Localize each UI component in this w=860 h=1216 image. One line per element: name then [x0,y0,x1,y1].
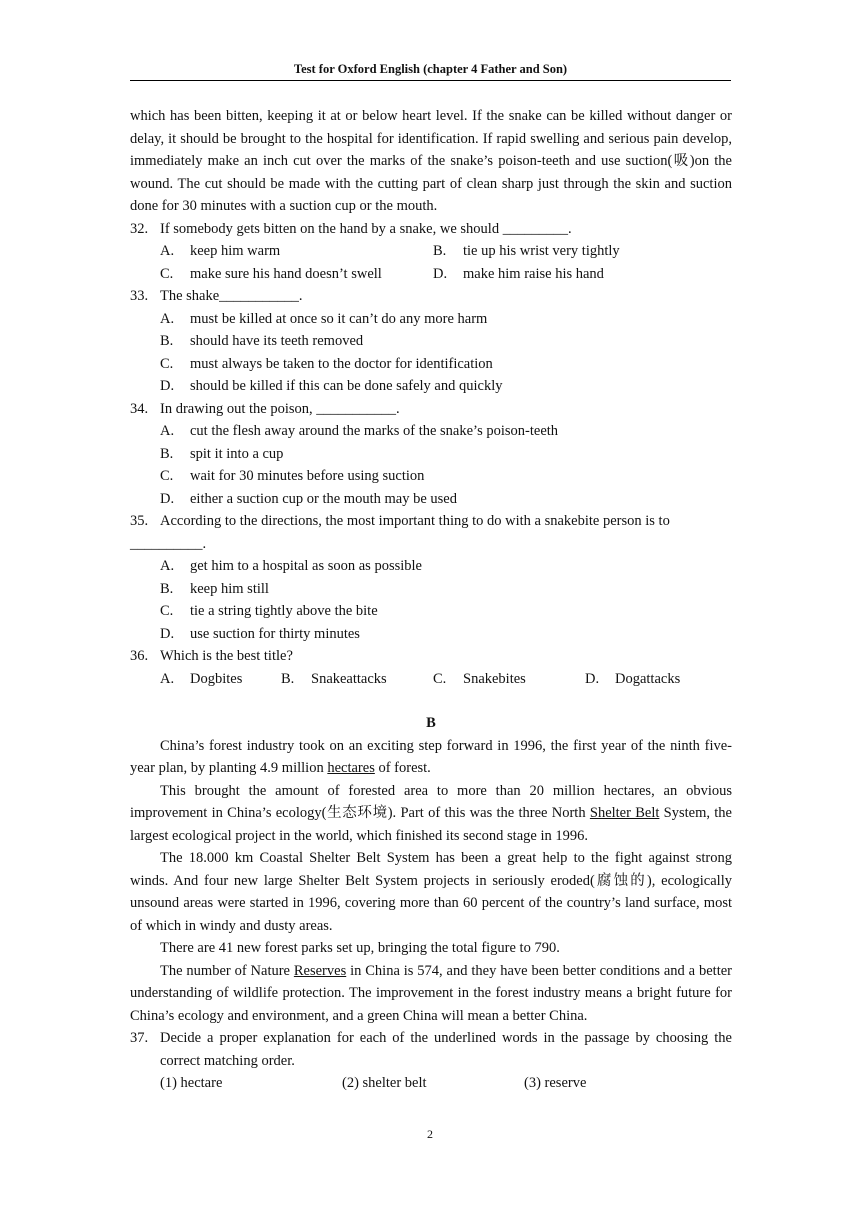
option-letter: C. [433,670,447,687]
option-letter: B. [160,333,174,349]
option-d [160,488,732,511]
option-b [433,240,732,263]
option-a [160,555,732,578]
option-c [160,263,433,286]
option-a [160,240,433,263]
option-text: should be killed if this can be done safely and quickly [190,378,503,394]
question-text: Decide a proper explanation for each of the underlined words in the passage by choosing the correct matching order. [160,1030,732,1069]
option-b [281,668,433,691]
question-37 [130,1027,732,1072]
question-34 [130,398,732,421]
option-text: Dogbites [190,670,243,687]
option-c [160,353,732,376]
option-text: tie up his wrist very tightly [463,243,620,259]
option-b [160,330,732,353]
question-35-options [130,555,732,645]
option-letter: D. [160,378,175,394]
option-letter: B. [160,580,174,597]
question-36 [130,645,732,668]
option-letter: C. [160,355,174,372]
option-letter: D. [433,265,448,282]
match-item: (3) reserve [524,1075,587,1091]
underlined-word: Reserves [293,962,347,979]
option-text: wait for 30 minutes before using suction [190,468,425,484]
option-d [160,623,732,646]
option-text: must be killed at once so it can’t do any more harm [190,310,488,327]
option-letter: D. [585,670,600,687]
option-letter: A. [160,670,175,687]
option-text: either a suction cup or the mouth may be used [190,490,457,507]
option-text: Snakeattacks [311,670,387,687]
question-number: 36. [130,648,149,664]
option-d [433,263,732,286]
option-text: keep him warm [190,243,281,259]
passage-b-paragraph-5: The number of Nature Reserves in China is 574, and they have been better conditions and a better understanding of wildlife protection. The improvement in the forest industry means a bright future for China’s ecology and environment, and a green China will mean a better China. [130,962,732,1024]
option-letter: C. [160,265,174,282]
option-letter: A. [160,423,175,439]
match-item: (1) hectare [160,1075,223,1091]
page-number: 2 [427,1127,433,1141]
passage-b-paragraph-1: China’s forest industry took on an exciting step forward in 1996, the first year of the ninth five-year plan, by planting 4.9 million hectares of forest. [130,737,732,776]
option-letter: A. [160,243,175,259]
question-37-items [130,1072,732,1095]
option-a [160,420,732,443]
document-body [130,105,732,1095]
question-text: In drawing out the poison, ___________. [160,400,400,417]
option-letter: C. [160,603,174,619]
option-text: get him to a hospital as soon as possible [190,558,422,574]
option-text: use suction for thirty minutes [190,625,360,642]
question-text: According to the directions, the most important thing to do with a snakebite person is to [160,513,670,529]
option-letter: C. [160,468,174,484]
option-a [160,668,281,691]
option-b [160,443,732,466]
question-number: 35. [130,513,149,529]
option-text: must always be taken to the doctor for identification [190,355,493,372]
option-letter: B. [281,670,295,687]
match-item: (2) shelter belt [342,1075,427,1091]
question-number: 34. [130,400,149,417]
question-33-options [130,308,732,398]
option-d [585,668,732,691]
option-c [433,668,585,691]
option-c [160,465,732,488]
option-text: spit it into a cup [190,445,284,462]
passage-a-continuation: which has been bitten, keeping it at or below heart level. If the snake can be killed without danger or delay, it should be brought to the hospital for identification. If rapid swelling and serious pain develop, immediately make an inch cut over the marks of the snake’s poison-teeth and use suction(吸)on the wound. The cut should be made with the cutting part of clean sharp just through the skin and suction done for 30 minutes with a suction cup or the mouth. [130,108,732,214]
option-letter: A. [160,558,175,574]
question-35 [130,510,732,533]
underlined-word: hectares [327,760,375,776]
question-number: 33. [130,288,149,304]
question-36-options [130,668,732,691]
option-letter: B. [433,243,447,259]
option-text: should have its teeth removed [190,333,364,349]
question-32 [130,218,732,241]
question-text: If somebody gets bitten on the hand by a snake, we should _________. [160,220,572,237]
underlined-word: Shelter Belt [589,805,660,821]
question-33 [130,285,732,308]
question-number: 32. [130,220,149,237]
question-number: 37. [130,1030,149,1046]
option-text: cut the flesh away around the marks of the snake’s poison-teeth [190,423,559,439]
option-letter: A. [160,310,175,327]
passage-b-paragraph-4: There are 41 new forest parks set up, bringing the total figure to 790. [160,940,560,956]
option-text: keep him still [190,580,269,597]
question-34-options [130,420,732,510]
option-c [160,600,732,623]
option-b [160,578,732,601]
option-text: make him raise his hand [463,265,604,282]
question-35-blank: __________. [130,535,207,552]
option-letter: D. [160,490,175,507]
option-letter: D. [160,625,175,642]
option-text: Snakebites [463,670,526,687]
question-32-options [130,240,732,285]
option-a [160,308,732,331]
option-letter: B. [160,445,174,462]
question-text: Which is the best title? [160,648,293,664]
option-d [160,375,732,398]
option-text: tie a string tightly above the bite [190,603,378,619]
passage-b-paragraph-2: This brought the amount of forested area to more than 20 million hectares, an obvious improvement in China’s ecology(生态环境). Part of this was the three North Shelter Belt System, the largest ecological project in the world, which finished its second stage in 1996. [130,782,732,844]
option-text: make sure his hand doesn’t swell [190,265,382,282]
option-text: Dogattacks [615,670,681,687]
passage-b-paragraph-3: The 18.000 km Coastal Shelter Belt System has been a great help to the fight against strong winds. And four new large Shelter Belt System projects in seriously eroded(腐蚀的), ecologically unsound areas were started in 1996, covering more than 60 percent of the country’s land surface, most of which in windy and dusty areas. [130,850,732,934]
section-b-title: B [426,715,436,731]
question-text: The shake___________. [160,288,303,304]
page-header: Test for Oxford English (chapter 4 Father and Son) [130,61,731,81]
